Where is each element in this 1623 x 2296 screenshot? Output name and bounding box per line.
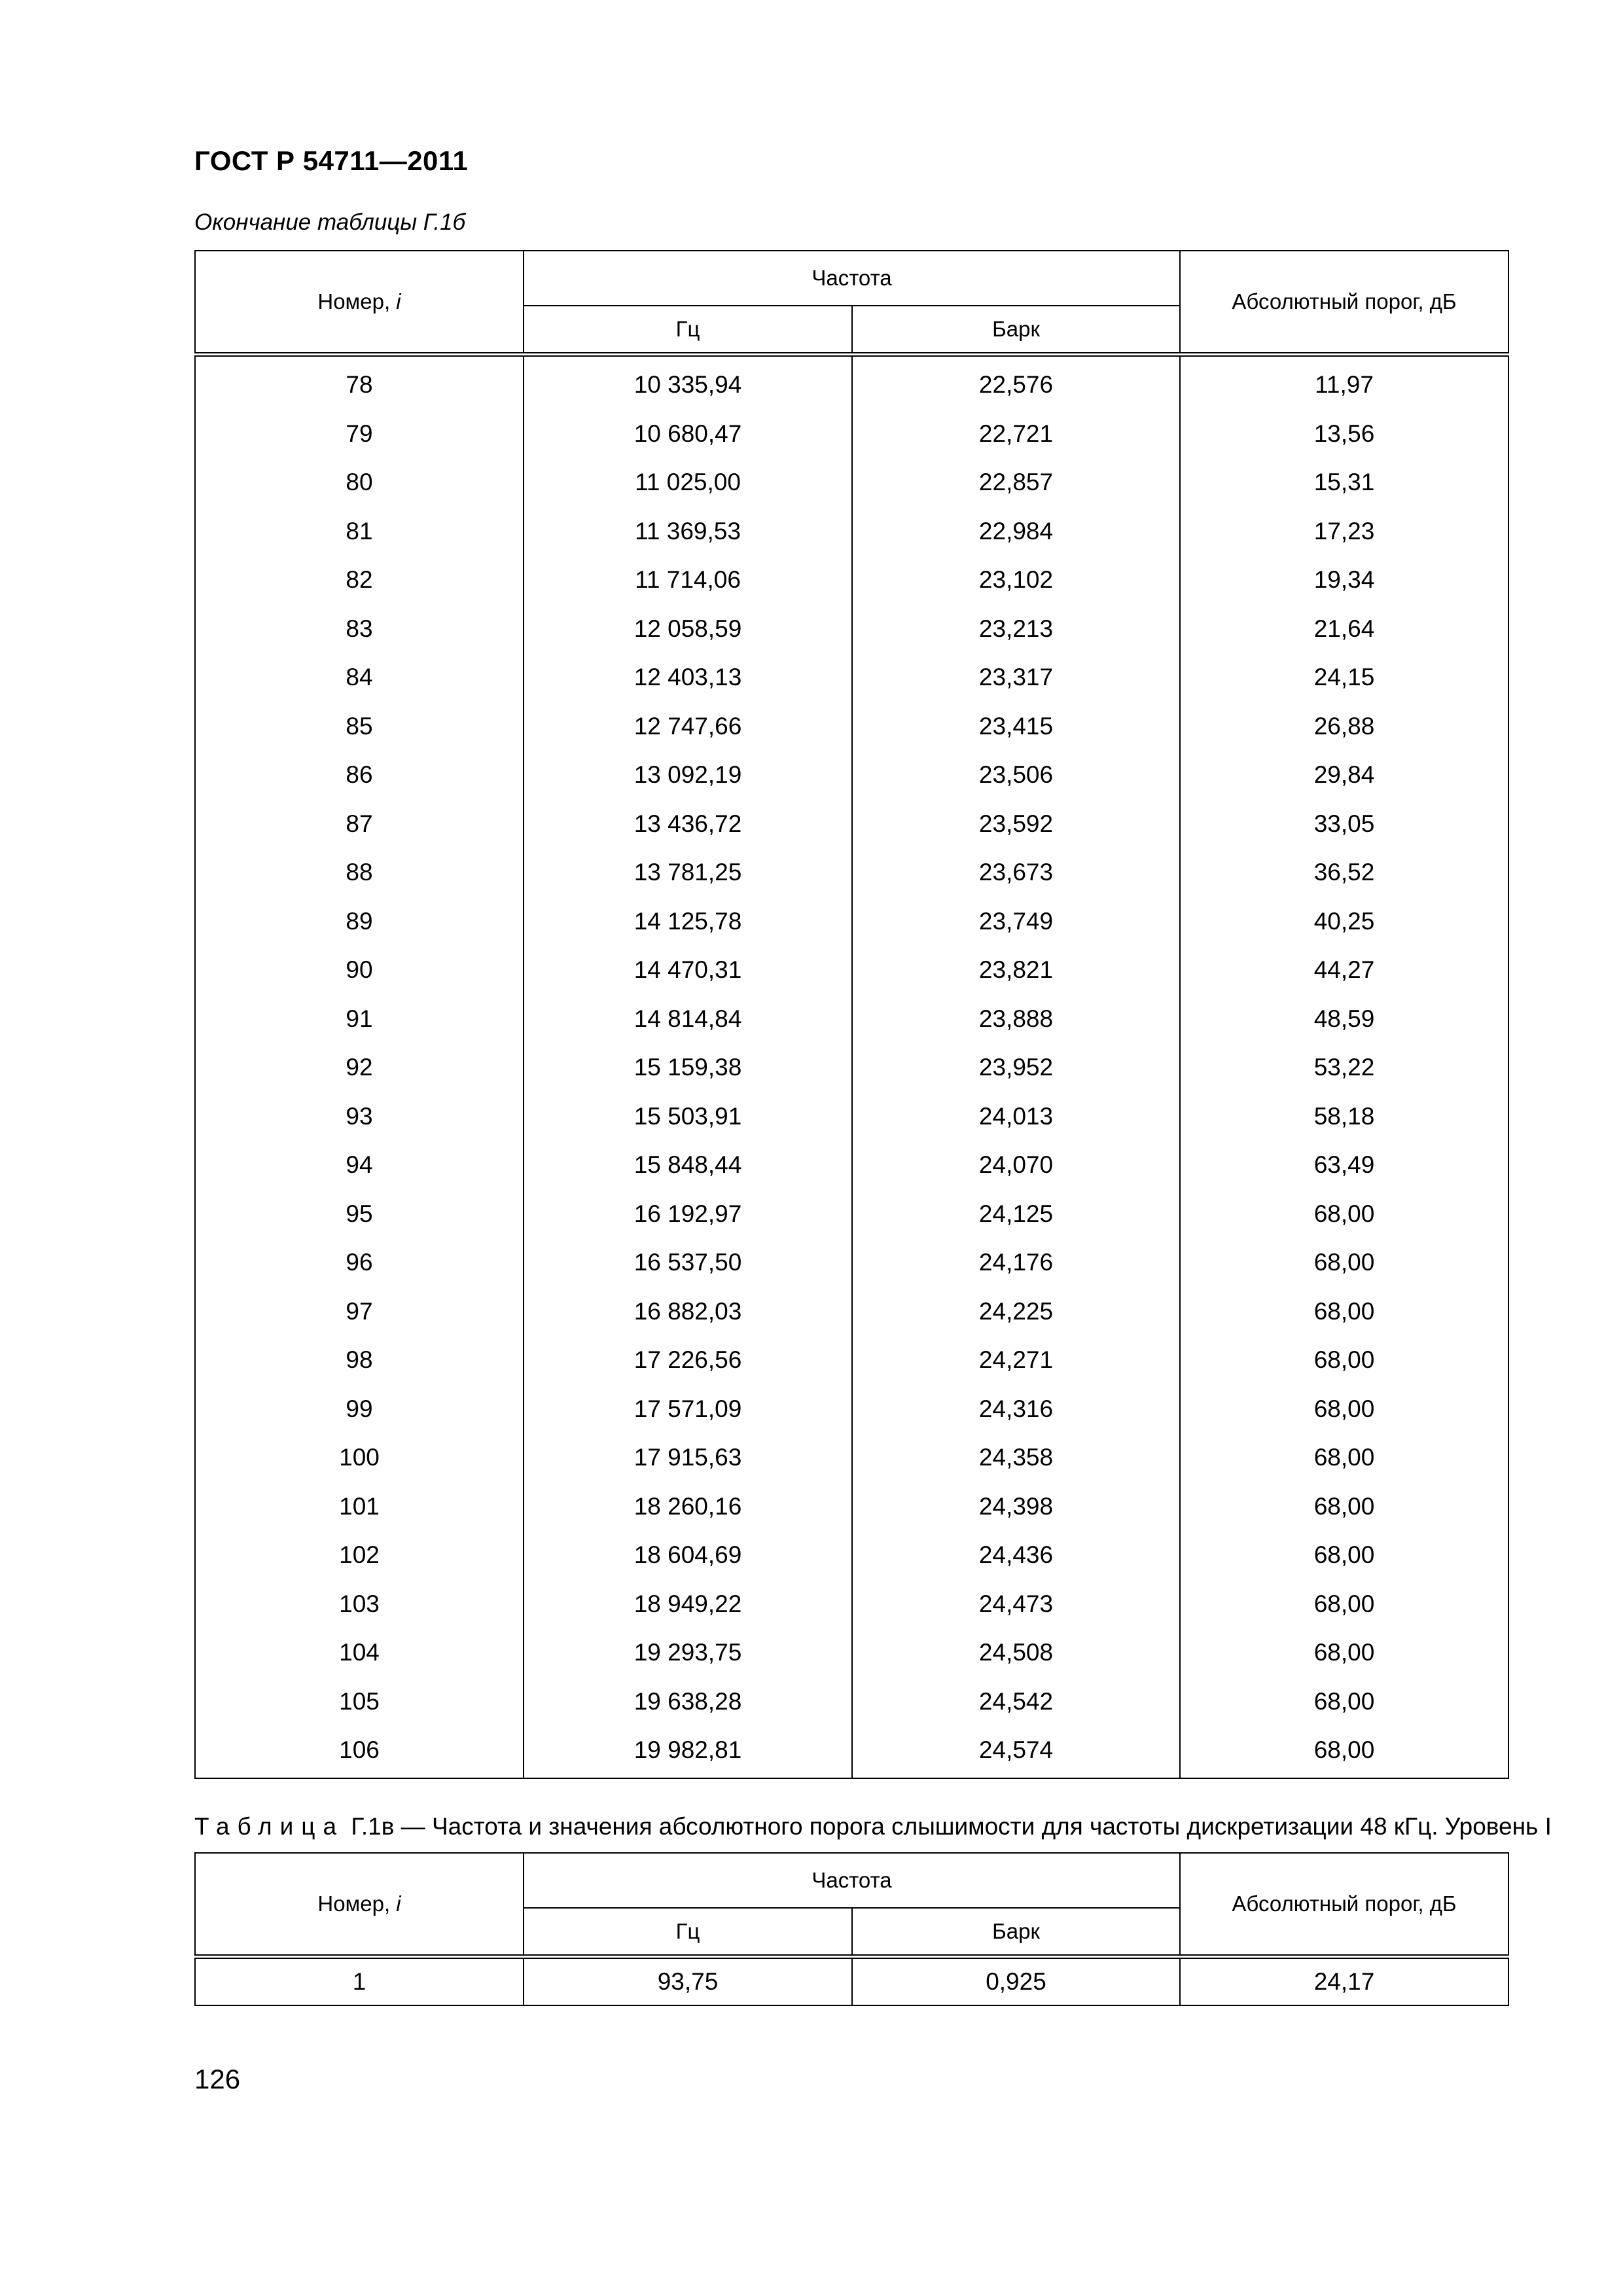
cell-number: 78 <box>195 355 524 410</box>
cell-frequency-bark: 24,070 <box>852 1141 1180 1190</box>
cell-number: 96 <box>195 1238 524 1287</box>
cell-frequency-bark: 23,506 <box>852 751 1180 800</box>
table-row <box>195 995 1508 1044</box>
cell-threshold-db: 36,52 <box>1180 848 1508 897</box>
cell-frequency-bark: 24,316 <box>852 1385 1180 1434</box>
cell-threshold-db: 29,84 <box>1180 751 1508 800</box>
cell-frequency-hz: 16 882,03 <box>524 1287 852 1336</box>
cell-number: 1 <box>195 1957 524 2006</box>
cell-threshold-db: 68,00 <box>1180 1433 1508 1482</box>
table-row <box>195 1433 1508 1482</box>
column-header-hz: Гц <box>524 1908 852 1957</box>
table-row <box>195 1043 1508 1092</box>
cell-frequency-bark: 23,317 <box>852 653 1180 702</box>
cell-frequency-bark: 24,473 <box>852 1580 1180 1629</box>
cell-number: 105 <box>195 1677 524 1727</box>
cell-frequency-hz: 17 226,56 <box>524 1336 852 1385</box>
column-header-number: Номер, i <box>195 251 524 355</box>
cell-frequency-hz: 13 781,25 <box>524 848 852 897</box>
cell-threshold-db: 68,00 <box>1180 1287 1508 1336</box>
cell-frequency-hz: 14 470,31 <box>524 946 852 995</box>
cell-frequency-bark: 22,721 <box>852 410 1180 459</box>
cell-number: 84 <box>195 653 524 702</box>
column-header-threshold: Абсолютный порог, дБ <box>1180 1853 1508 1957</box>
column-header-bark: Барк <box>852 306 1180 355</box>
cell-number: 99 <box>195 1385 524 1434</box>
cell-threshold-db: 11,97 <box>1180 355 1508 410</box>
cell-frequency-bark: 23,952 <box>852 1043 1180 1092</box>
cell-frequency-bark: 24,125 <box>852 1190 1180 1239</box>
cell-threshold-db: 24,15 <box>1180 653 1508 702</box>
cell-number: 106 <box>195 1726 524 1778</box>
cell-number: 93 <box>195 1092 524 1141</box>
cell-frequency-hz: 19 293,75 <box>524 1628 852 1677</box>
table-row <box>195 897 1508 946</box>
table-continuation-caption: Окончание таблицы Г.1б <box>194 209 466 235</box>
cell-threshold-db: 15,31 <box>1180 458 1508 507</box>
cell-threshold-db: 13,56 <box>1180 410 1508 459</box>
cell-number: 89 <box>195 897 524 946</box>
cell-frequency-bark: 22,857 <box>852 458 1180 507</box>
cell-frequency-hz: 14 125,78 <box>524 897 852 946</box>
column-header-hz: Гц <box>524 306 852 355</box>
cell-frequency-bark: 23,888 <box>852 995 1180 1044</box>
cell-threshold-db: 26,88 <box>1180 702 1508 751</box>
table-row <box>195 1238 1508 1287</box>
table-row <box>195 653 1508 702</box>
cell-frequency-bark: 24,013 <box>852 1092 1180 1141</box>
cell-frequency-bark: 24,176 <box>852 1238 1180 1287</box>
cell-frequency-bark: 24,358 <box>852 1433 1180 1482</box>
cell-frequency-bark: 23,415 <box>852 702 1180 751</box>
cell-frequency-hz: 10 335,94 <box>524 355 852 410</box>
cell-frequency-hz: 10 680,47 <box>524 410 852 459</box>
table-row <box>195 1092 1508 1141</box>
cell-frequency-bark: 23,821 <box>852 946 1180 995</box>
cell-frequency-hz: 15 848,44 <box>524 1141 852 1190</box>
table-row <box>195 1482 1508 1532</box>
cell-threshold-db: 40,25 <box>1180 897 1508 946</box>
cell-frequency-hz: 17 915,63 <box>524 1433 852 1482</box>
cell-threshold-db: 21,64 <box>1180 605 1508 654</box>
cell-number: 94 <box>195 1141 524 1190</box>
column-header-number: Номер, i <box>195 1853 524 1957</box>
column-header-bark: Барк <box>852 1908 1180 1957</box>
cell-number: 82 <box>195 556 524 605</box>
cell-threshold-db: 53,22 <box>1180 1043 1508 1092</box>
cell-number: 90 <box>195 946 524 995</box>
cell-number: 87 <box>195 800 524 849</box>
cell-frequency-bark: 23,673 <box>852 848 1180 897</box>
cell-threshold-db: 24,17 <box>1180 1957 1508 2006</box>
cell-frequency-hz: 12 058,59 <box>524 605 852 654</box>
table-row <box>195 1385 1508 1434</box>
cell-frequency-hz: 13 436,72 <box>524 800 852 849</box>
table-row <box>195 1141 1508 1190</box>
cell-frequency-hz: 13 092,19 <box>524 751 852 800</box>
cell-number: 91 <box>195 995 524 1044</box>
cell-number: 100 <box>195 1433 524 1482</box>
table-row <box>195 458 1508 507</box>
cell-number: 85 <box>195 702 524 751</box>
cell-frequency-hz: 17 571,09 <box>524 1385 852 1434</box>
cell-number: 98 <box>195 1336 524 1385</box>
table-row <box>195 1726 1508 1778</box>
table-g1b-body <box>195 355 1508 1778</box>
cell-frequency-hz: 18 604,69 <box>524 1531 852 1580</box>
cell-threshold-db: 44,27 <box>1180 946 1508 995</box>
cell-frequency-bark: 22,576 <box>852 355 1180 410</box>
cell-threshold-db: 48,59 <box>1180 995 1508 1044</box>
table-row <box>195 702 1508 751</box>
cell-frequency-hz: 11 025,00 <box>524 458 852 507</box>
cell-frequency-bark: 24,542 <box>852 1677 1180 1727</box>
table-row <box>195 1531 1508 1580</box>
cell-frequency-bark: 24,398 <box>852 1482 1180 1532</box>
cell-threshold-db: 63,49 <box>1180 1141 1508 1190</box>
cell-frequency-hz: 11 714,06 <box>524 556 852 605</box>
cell-threshold-db: 68,00 <box>1180 1238 1508 1287</box>
cell-frequency-bark: 22,984 <box>852 507 1180 556</box>
table-row <box>195 1287 1508 1336</box>
table-row <box>195 1957 1508 2006</box>
table-row <box>195 410 1508 459</box>
cell-frequency-bark: 23,102 <box>852 556 1180 605</box>
table-row <box>195 1336 1508 1385</box>
cell-threshold-db: 68,00 <box>1180 1190 1508 1239</box>
table-row <box>195 605 1508 654</box>
cell-number: 83 <box>195 605 524 654</box>
cell-frequency-bark: 24,574 <box>852 1726 1180 1778</box>
cell-number: 104 <box>195 1628 524 1677</box>
cell-number: 81 <box>195 507 524 556</box>
cell-threshold-db: 68,00 <box>1180 1628 1508 1677</box>
table-g1v <box>194 1852 1509 2006</box>
cell-frequency-hz: 14 814,84 <box>524 995 852 1044</box>
cell-frequency-bark: 23,592 <box>852 800 1180 849</box>
column-header-frequency: Частота <box>524 1853 1180 1908</box>
table-row <box>195 800 1508 849</box>
cell-frequency-hz: 12 747,66 <box>524 702 852 751</box>
cell-number: 101 <box>195 1482 524 1532</box>
cell-frequency-bark: 24,225 <box>852 1287 1180 1336</box>
cell-frequency-hz: 16 537,50 <box>524 1238 852 1287</box>
cell-number: 97 <box>195 1287 524 1336</box>
table-g1b-continuation <box>194 250 1509 1779</box>
cell-frequency-hz: 18 949,22 <box>524 1580 852 1629</box>
cell-threshold-db: 19,34 <box>1180 556 1508 605</box>
cell-frequency-bark: 23,213 <box>852 605 1180 654</box>
cell-threshold-db: 68,00 <box>1180 1336 1508 1385</box>
cell-number: 86 <box>195 751 524 800</box>
column-header-threshold: Абсолютный порог, дБ <box>1180 251 1508 355</box>
cell-frequency-bark: 24,508 <box>852 1628 1180 1677</box>
cell-frequency-hz: 16 192,97 <box>524 1190 852 1239</box>
cell-frequency-hz: 11 369,53 <box>524 507 852 556</box>
cell-threshold-db: 68,00 <box>1180 1385 1508 1434</box>
cell-frequency-hz: 19 982,81 <box>524 1726 852 1778</box>
cell-threshold-db: 58,18 <box>1180 1092 1508 1141</box>
cell-threshold-db: 17,23 <box>1180 507 1508 556</box>
table-g1v-body <box>195 1957 1508 2006</box>
table-row <box>195 1580 1508 1629</box>
table-row <box>195 1190 1508 1239</box>
table-row <box>195 507 1508 556</box>
cell-number: 92 <box>195 1043 524 1092</box>
table-row <box>195 556 1508 605</box>
cell-frequency-bark: 24,271 <box>852 1336 1180 1385</box>
cell-threshold-db: 68,00 <box>1180 1482 1508 1532</box>
cell-threshold-db: 68,00 <box>1180 1580 1508 1629</box>
cell-threshold-db: 68,00 <box>1180 1677 1508 1727</box>
table-g1v-caption: Таблица Г.1в — Частота и значения абсолютного порога слышимости для частоты дискретизации 48 кГц. Уровень I <box>194 1813 1552 1840</box>
table-row <box>195 1677 1508 1727</box>
table-row <box>195 1628 1508 1677</box>
cell-frequency-hz: 12 403,13 <box>524 653 852 702</box>
cell-number: 95 <box>195 1190 524 1239</box>
cell-threshold-db: 68,00 <box>1180 1726 1508 1778</box>
cell-frequency-hz: 15 503,91 <box>524 1092 852 1141</box>
cell-frequency-hz: 19 638,28 <box>524 1677 852 1727</box>
cell-number: 103 <box>195 1580 524 1629</box>
cell-frequency-hz: 93,75 <box>524 1957 852 2006</box>
cell-frequency-bark: 0,925 <box>852 1957 1180 2006</box>
cell-threshold-db: 68,00 <box>1180 1531 1508 1580</box>
table-row <box>195 946 1508 995</box>
table-row <box>195 848 1508 897</box>
page-number: 126 <box>194 2064 241 2094</box>
table-row <box>195 355 1508 410</box>
cell-frequency-hz: 15 159,38 <box>524 1043 852 1092</box>
cell-number: 79 <box>195 410 524 459</box>
cell-frequency-hz: 18 260,16 <box>524 1482 852 1532</box>
cell-threshold-db: 33,05 <box>1180 800 1508 849</box>
cell-number: 80 <box>195 458 524 507</box>
cell-frequency-bark: 24,436 <box>852 1531 1180 1580</box>
cell-number: 88 <box>195 848 524 897</box>
table-row <box>195 751 1508 800</box>
cell-frequency-bark: 23,749 <box>852 897 1180 946</box>
standard-title: ГОСТ Р 54711—2011 <box>194 145 469 176</box>
cell-number: 102 <box>195 1531 524 1580</box>
column-header-frequency: Частота <box>524 251 1180 306</box>
